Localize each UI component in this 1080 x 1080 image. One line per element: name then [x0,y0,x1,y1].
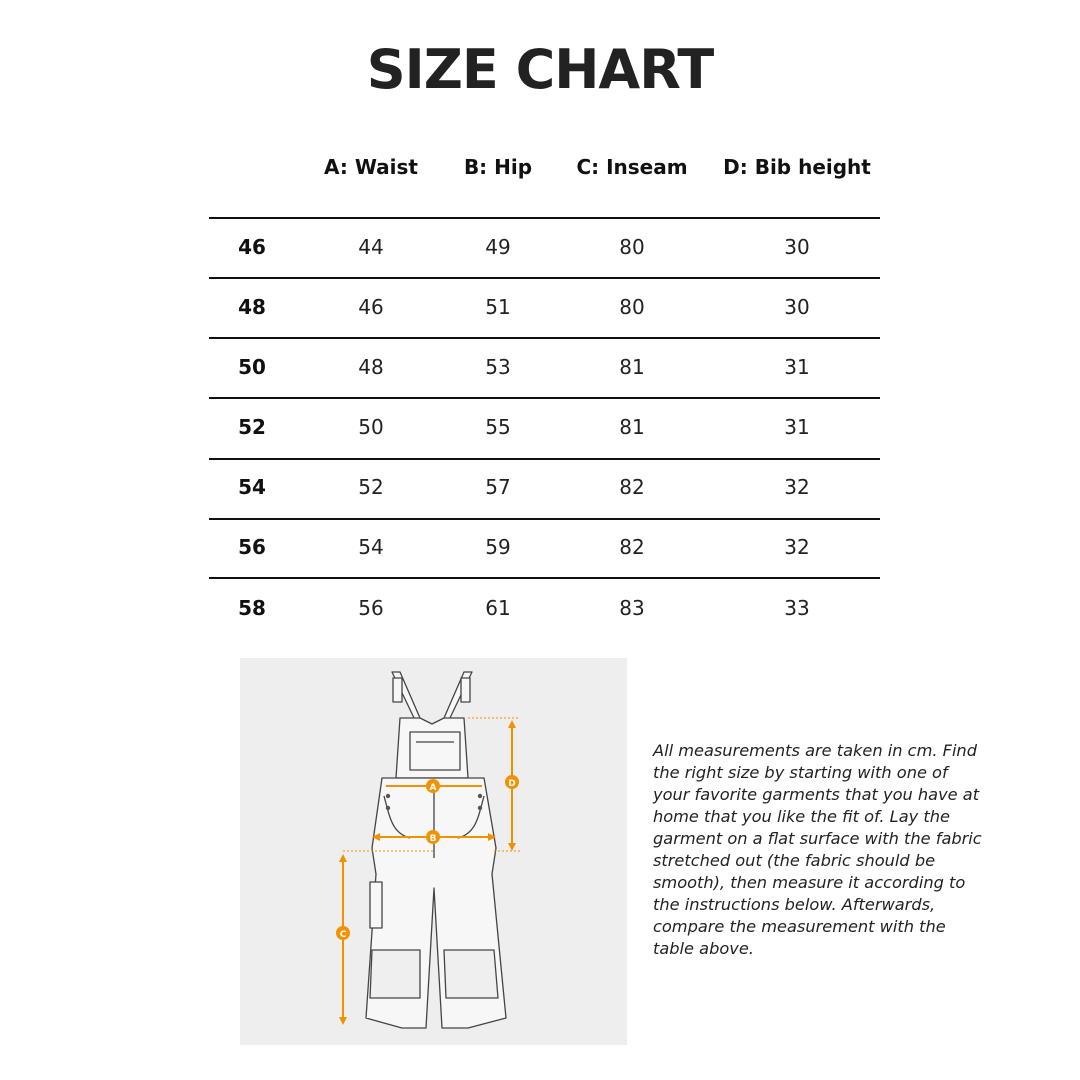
table-divider [209,217,880,219]
hip-value: 59 [485,535,511,559]
size-label: 48 [238,295,266,319]
table-divider [209,277,880,279]
waist-value: 44 [358,235,384,259]
measurement-instructions: All measurements are taken in cm. Find the right size by starting with one of your favorite garments that you have at home that you like the fit of. Lay the garment on a flat surface with the fabric stretched out (the fabric should be smooth), then measure it according to the instructions below. Afterwards, compare the measurement with the table above. [653,741,982,958]
hip-value: 61 [485,596,511,620]
inseam-value: 82 [619,475,645,499]
hip-value: 51 [485,295,511,319]
bib-height-value: 32 [784,475,810,499]
waist-value: 56 [358,596,384,620]
column-header-bib-height: D: Bib height [723,155,871,179]
inseam-value: 81 [619,415,645,439]
marker-a [426,779,440,793]
hip-value: 49 [485,235,511,259]
hip-value: 53 [485,355,511,379]
column-header-inseam: C: Inseam [576,155,688,179]
inseam-value: 83 [619,596,645,620]
column-header-waist: A: Waist [324,155,418,179]
hip-value: 55 [485,415,511,439]
page-title: SIZE CHART [366,38,714,101]
svg-text:D: D [508,779,516,789]
svg-text:C: C [339,930,347,940]
waist-value: 54 [358,535,384,559]
marker-b [426,830,440,844]
column-header-hip: B: Hip [463,155,533,179]
marker-d [505,775,519,789]
svg-text:A: A [429,783,437,793]
size-label: 50 [238,355,266,379]
bib-height-value: 31 [784,355,810,379]
bib-height-value: 32 [784,535,810,559]
waist-value: 48 [358,355,384,379]
table-divider [209,397,880,399]
bib-height-value: 30 [784,235,810,259]
bib-height-value: 31 [784,415,810,439]
bib-height-value: 33 [784,596,810,620]
table-divider [209,518,880,520]
waist-value: 46 [358,295,384,319]
bib-height-value: 30 [784,295,810,319]
measurement-diagram [240,658,627,1045]
size-label: 54 [238,475,266,499]
table-divider [209,458,880,460]
table-divider [209,577,880,579]
size-label: 46 [238,235,266,259]
waist-value: 50 [358,415,384,439]
inseam-value: 82 [619,535,645,559]
marker-c [336,926,350,940]
size-label: 58 [238,596,266,620]
inseam-value: 80 [619,295,645,319]
size-label: 56 [238,535,266,559]
inseam-value: 80 [619,235,645,259]
hip-value: 57 [485,475,511,499]
waist-value: 52 [358,475,384,499]
table-divider [209,337,880,339]
svg-text:B: B [429,834,437,844]
inseam-value: 81 [619,355,645,379]
overalls-illustration [240,658,627,1045]
size-label: 52 [238,415,266,439]
